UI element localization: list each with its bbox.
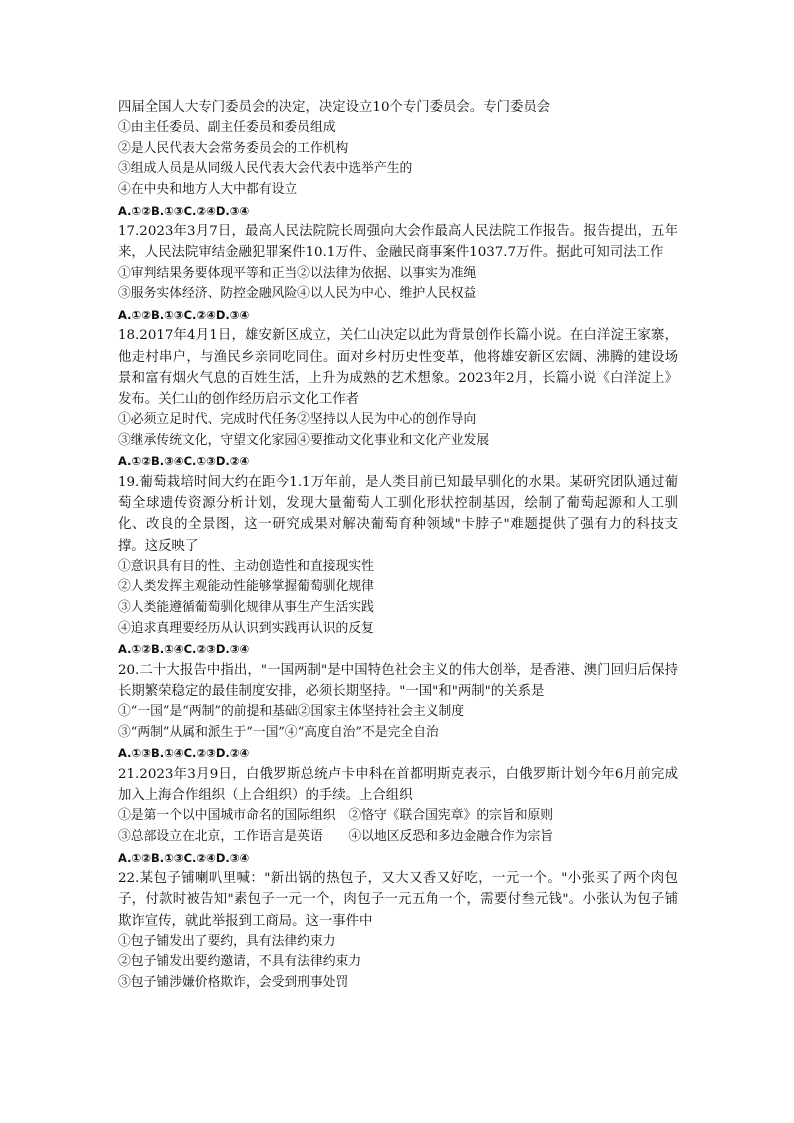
question-20-option-2: ③“两制”从属和派生于“一国”④“高度自治”不是完全自治 — [118, 724, 439, 740]
question-19-option-1: ①意识具有目的性、主动创造性和直接现实性 — [118, 558, 374, 574]
question-19-stem: 19.葡萄栽培时间大约在距今1.1万年前，是人类目前已知最早驯化的水果。某研究团队通过葡萄全球遗传资源分析计划，发现大量葡萄人工驯化形状控制基因，绘制了葡萄起源和人工驯化、改良的全景图，这一研究成果对解决葡萄育种领域"卡脖子"难题提供了强有力的科技支撑。这反映了 — [118, 474, 678, 554]
question-19-option-2: ②人类发挥主观能动性能够掌握葡萄驯化规律 — [118, 579, 374, 595]
question-22-option-2: ②包子铺发出要约邀请，不具有法律约束力 — [118, 954, 362, 970]
question-18-option-2: ③继承传统文化，守望文化家园④要推动文化事业和文化产业发展 — [118, 432, 490, 448]
question-22 — [118, 868, 678, 993]
question-20-answers: A.①③B.①④C.②③D.②④ — [118, 746, 250, 761]
question-16-option-1: ①由主任委员、副主任委员和委员组成 — [118, 120, 336, 136]
question-21-option-2: ③总部设立在北京，工作语言是英语 ④以地区反恐和多边金融合作为宗旨 — [118, 828, 554, 844]
question-20-option-1: ①“一国”是“两制”的前提和基础②国家主体坚持社会主义制度 — [118, 704, 465, 720]
question-22-stem: 22.某包子铺喇叭里喊："新出锅的热包子，又大又香又好吃，一元一个。"小张买了两个肉包子，付款时被告知"素包子一元一个，肉包子一元五角一个，需要付叁元钱"。小张认为包子铺欺诈宣传，就此举报到工商局。这一事件中 — [118, 871, 678, 929]
question-21-stem: 21.2023年3月9日，白俄罗斯总统卢卡申科在首都明斯克表示，白俄罗斯计划今年6月前完成加入上海合作组织（上合组织）的手续。上合组织 — [118, 766, 678, 804]
question-17-stem: 17.2023年3月7日，最高人民法院院长周强向大会作最高人民法院工作报告。报告提出，五年来，人民法院审结金融犯罪案件10.1万件、金融民商事案件1037.7万件。据此可知司法工作 — [118, 224, 678, 261]
question-16 — [118, 97, 678, 221]
question-17-answers: A.①②B.①③C.②④D.③④ — [118, 307, 250, 322]
question-16-option-2: ②是人民代表大会常务委员会的工作机构 — [118, 140, 349, 156]
question-19-option-3: ③人类能遵循葡萄驯化规律从事生产生活实践 — [118, 599, 374, 615]
question-17-option-2: ③服务实体经济、防控金融风险④以人民为中心、维护人民权益 — [118, 286, 477, 302]
question-17 — [118, 221, 678, 325]
question-21 — [118, 764, 678, 868]
question-19-answers: A.①②B.①④C.②③D.③④ — [118, 642, 250, 657]
question-20 — [118, 660, 678, 764]
question-22-option-3: ③包子铺涉嫌价格欺诈，会受到刑事处罚 — [118, 974, 349, 990]
question-19 — [118, 472, 678, 660]
question-18-answers: A.①②B.③④C.①③D.②④ — [118, 454, 250, 469]
question-22-option-1: ①包子铺发出了要约，具有法律约束力 — [118, 933, 336, 949]
question-18-option-1: ①必须立足时代、完成时代任务②坚持以人民为中心的创作导向 — [118, 412, 477, 428]
question-20-stem: 20.二十大报告中指出，"一国两制"是中国特色社会主义的伟大创举，是香港、澳门回归后保持长期繁荣稳定的最佳制度安排，必须长期坚持。"一国"和"两制"的关系是 — [118, 662, 678, 699]
exam-page — [118, 97, 678, 994]
question-17-option-1: ①审判结果务要体现平等和正当②以法律为依据、以事实为准绳 — [118, 265, 477, 281]
question-16-answers: A.①②B.①③C.②④D.③④ — [118, 203, 250, 218]
question-16-stem: 四届全国人大专门委员会的决定，决定设立10个专门委员会。专门委员会 — [118, 100, 551, 115]
question-21-answers: A.①②B.①③C.②④D.③④ — [118, 850, 250, 865]
question-18 — [118, 325, 678, 472]
question-16-option-4: ④在中央和地方人大中都有设立 — [118, 181, 298, 197]
question-19-option-4: ④追求真理要经历从认识到实践再认识的反复 — [118, 620, 374, 636]
question-16-option-3: ③组成人员是从同级人民代表大会代表中选举产生的 — [118, 161, 413, 177]
question-21-option-1: ①是第一个以中国城市命名的国际组织 ②恪守《联合国宪章》的宗旨和原则 — [118, 808, 554, 824]
question-18-stem: 18.2017年4月1日，雄安新区成立，关仁山决定以此为背景创作长篇小说。在白洋淀王家寨，他走村串户，与渔民乡亲同吃同住。面对乡村历史性变革，他将雄安新区宏阔、沸腾的建设场景和富有烟火气息的百姓生活，上升为成熟的艺术想象。2023年2月，长篇小说《白洋淀上》发布。关仁山的创作经历启示文化工作者 — [118, 328, 678, 407]
